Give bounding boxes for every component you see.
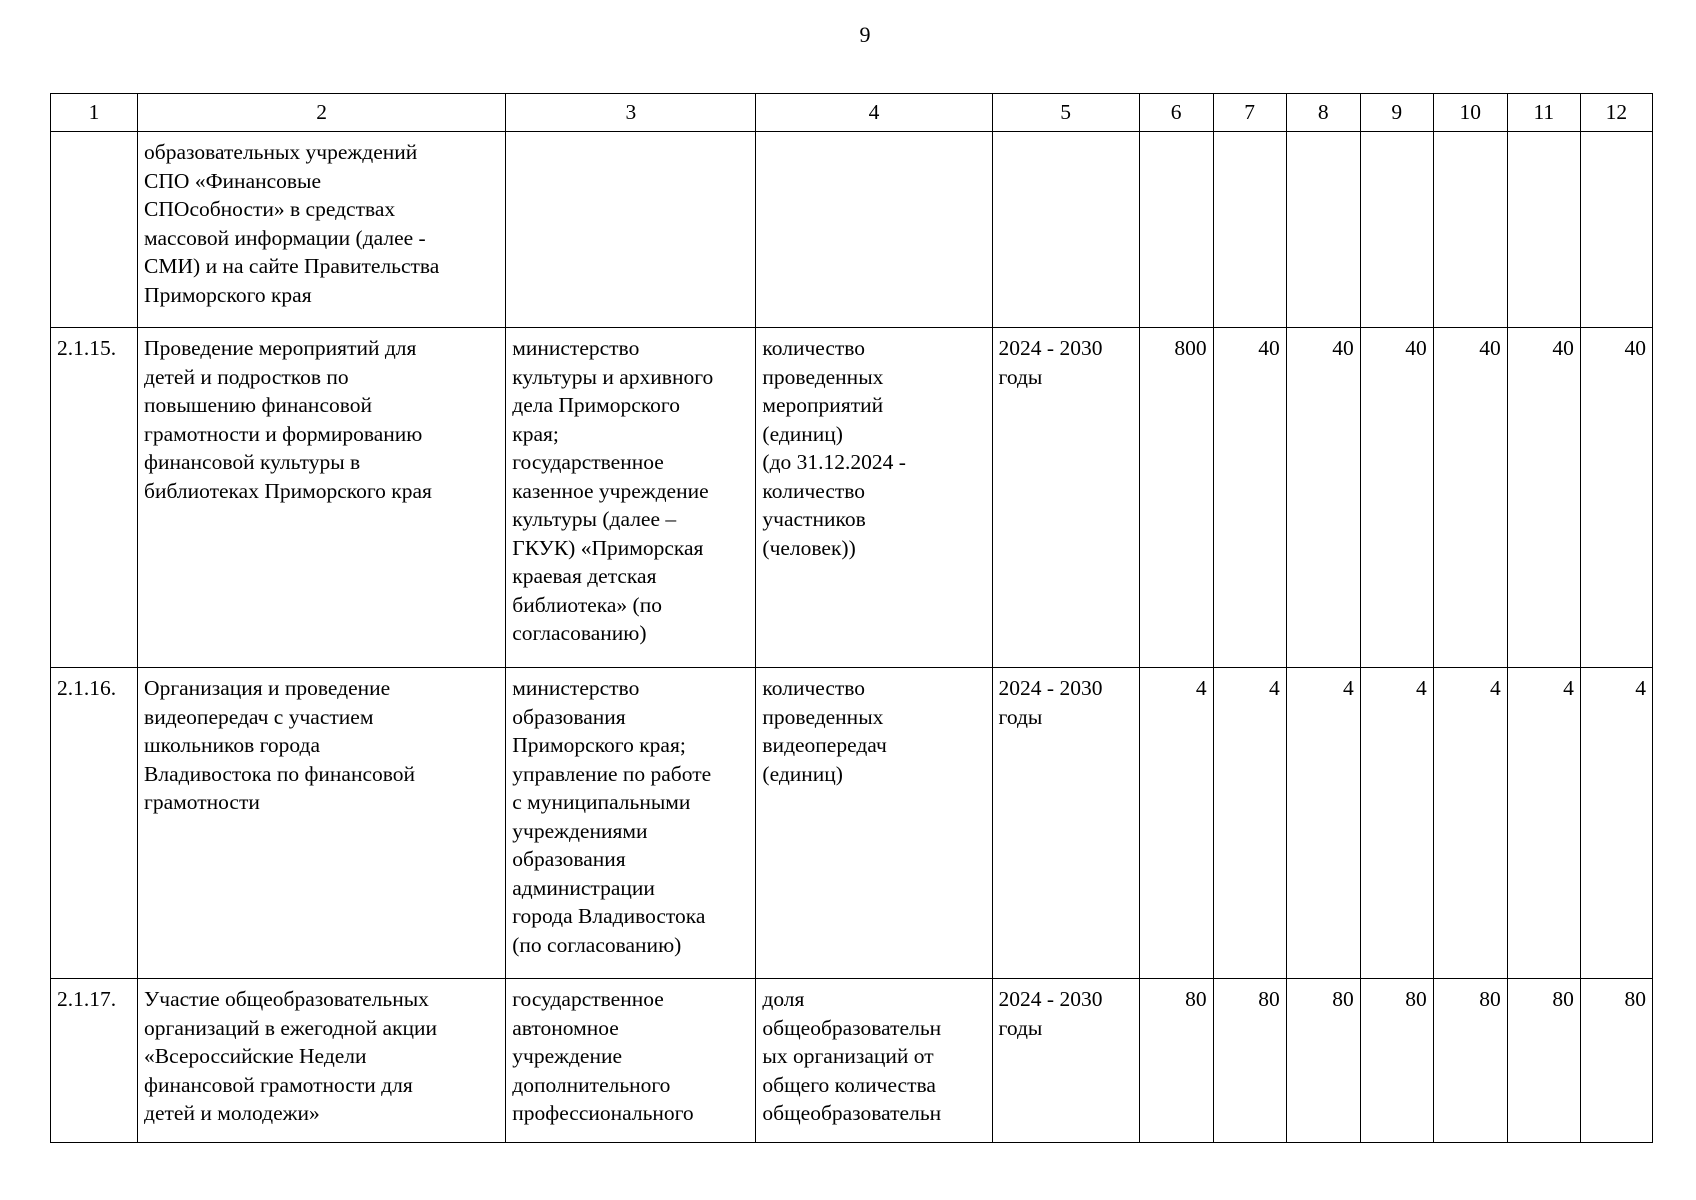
row-code: 2.1.16. bbox=[51, 668, 138, 979]
event-text: образовательных учреждений СПО «Финансовые СПОсобности» в средствах массовой информации (далее - СМИ) и на сайте Правительства Приморского края bbox=[144, 140, 440, 307]
executor-cell bbox=[506, 979, 756, 1143]
event-text: Проведение мероприятий для детей и подростков по повышению финансовой грамотности и формированию финансовой культуры в библиотеках Приморского края bbox=[144, 336, 432, 503]
value-cell: 80 bbox=[1507, 979, 1580, 1143]
value-cell: 80 bbox=[1286, 979, 1360, 1143]
value-cell: 4 bbox=[1360, 668, 1433, 979]
value-cell: 80 bbox=[1139, 979, 1213, 1143]
value-cell: 40 bbox=[1360, 328, 1433, 668]
indicator-text: количество проведенных мероприятий (единиц) (до 31.12.2024 - количество участников (человек)) bbox=[762, 336, 906, 560]
value-cell: 4 bbox=[1433, 668, 1507, 979]
continuation-row bbox=[51, 132, 1653, 328]
column-header: 9 bbox=[1360, 94, 1433, 132]
value-cell: 80 bbox=[1580, 979, 1652, 1143]
column-header: 8 bbox=[1286, 94, 1360, 132]
row-code: 2.1.15. bbox=[51, 328, 138, 668]
table-row bbox=[51, 979, 1653, 1143]
table-row bbox=[51, 668, 1653, 979]
event-cell bbox=[138, 979, 506, 1143]
value-cell: 4 bbox=[1580, 668, 1652, 979]
indicator-cell bbox=[756, 979, 992, 1143]
empty-cell bbox=[992, 132, 1139, 328]
table-row bbox=[51, 328, 1653, 668]
value-cell: 40 bbox=[1507, 328, 1580, 668]
column-header: 6 bbox=[1139, 94, 1213, 132]
value-cell: 80 bbox=[1213, 979, 1286, 1143]
empty-cell bbox=[1580, 132, 1652, 328]
indicator-text: доля общеобразовательн ых организаций от общего количества общеобразовательн bbox=[762, 987, 942, 1125]
executor-cell bbox=[506, 328, 756, 668]
value-cell: 40 bbox=[1580, 328, 1652, 668]
value-cell: 80 bbox=[1433, 979, 1507, 1143]
page-number: 9 bbox=[859, 22, 871, 47]
period-text: 2024 - 2030 годы bbox=[998, 676, 1103, 729]
value-cell: 40 bbox=[1213, 328, 1286, 668]
indicator-cell bbox=[756, 328, 992, 668]
column-header: 7 bbox=[1213, 94, 1286, 132]
value-cell: 4 bbox=[1139, 668, 1213, 979]
period-text: 2024 - 2030 годы bbox=[998, 987, 1103, 1040]
column-header: 12 bbox=[1580, 94, 1652, 132]
empty-cell bbox=[756, 132, 992, 328]
column-header: 11 bbox=[1507, 94, 1580, 132]
empty-cell bbox=[1286, 132, 1360, 328]
value-cell: 40 bbox=[1433, 328, 1507, 668]
event-cell bbox=[138, 132, 506, 328]
event-text: Организация и проведение видеопередач с участием школьников города Владивостока по финансовой грамотности bbox=[144, 676, 416, 814]
empty-cell bbox=[1213, 132, 1286, 328]
value-cell: 4 bbox=[1286, 668, 1360, 979]
column-header: 4 bbox=[756, 94, 992, 132]
value-cell: 40 bbox=[1286, 328, 1360, 668]
empty-cell bbox=[506, 132, 756, 328]
column-header: 2 bbox=[138, 94, 506, 132]
value-cell: 80 bbox=[1360, 979, 1433, 1143]
empty-cell bbox=[1139, 132, 1213, 328]
column-header: 10 bbox=[1433, 94, 1507, 132]
empty-cell bbox=[1507, 132, 1580, 328]
column-header: 5 bbox=[992, 94, 1139, 132]
period-text: 2024 - 2030 годы bbox=[998, 336, 1103, 389]
column-header: 1 bbox=[51, 94, 138, 132]
row-code: 2.1.17. bbox=[51, 979, 138, 1143]
period-cell bbox=[992, 668, 1139, 979]
indicator-cell bbox=[756, 668, 992, 979]
program-table bbox=[50, 93, 1653, 1143]
value-cell: 4 bbox=[1507, 668, 1580, 979]
value-cell: 4 bbox=[1213, 668, 1286, 979]
period-cell bbox=[992, 979, 1139, 1143]
empty-cell bbox=[1360, 132, 1433, 328]
event-cell bbox=[138, 668, 506, 979]
event-text: Участие общеобразовательных организаций в ежегодной акции «Всероссийские Недели финансовой грамотности для детей и молодежи» bbox=[144, 987, 438, 1125]
executor-text: государственное автономное учреждение дополнительного профессионального bbox=[512, 987, 694, 1125]
indicator-text: количество проведенных видеопередач (единиц) bbox=[762, 676, 887, 786]
column-header: 3 bbox=[506, 94, 756, 132]
event-cell bbox=[138, 328, 506, 668]
empty-cell bbox=[1433, 132, 1507, 328]
executor-cell bbox=[506, 668, 756, 979]
header-row bbox=[51, 94, 1653, 132]
empty-cell bbox=[51, 132, 138, 328]
value-cell: 800 bbox=[1139, 328, 1213, 668]
period-cell bbox=[992, 328, 1139, 668]
executor-text: министерство образования Приморского края; управление по работе с муниципальными учреждениями образования администрации города Владивостока (по согласованию) bbox=[512, 676, 712, 957]
executor-text: министерство культуры и архивного дела Приморского края; государственное казенное учреждение культуры (далее – ГКУК) «Приморская краевая детская библиотека» (по согласованию) bbox=[512, 336, 714, 645]
